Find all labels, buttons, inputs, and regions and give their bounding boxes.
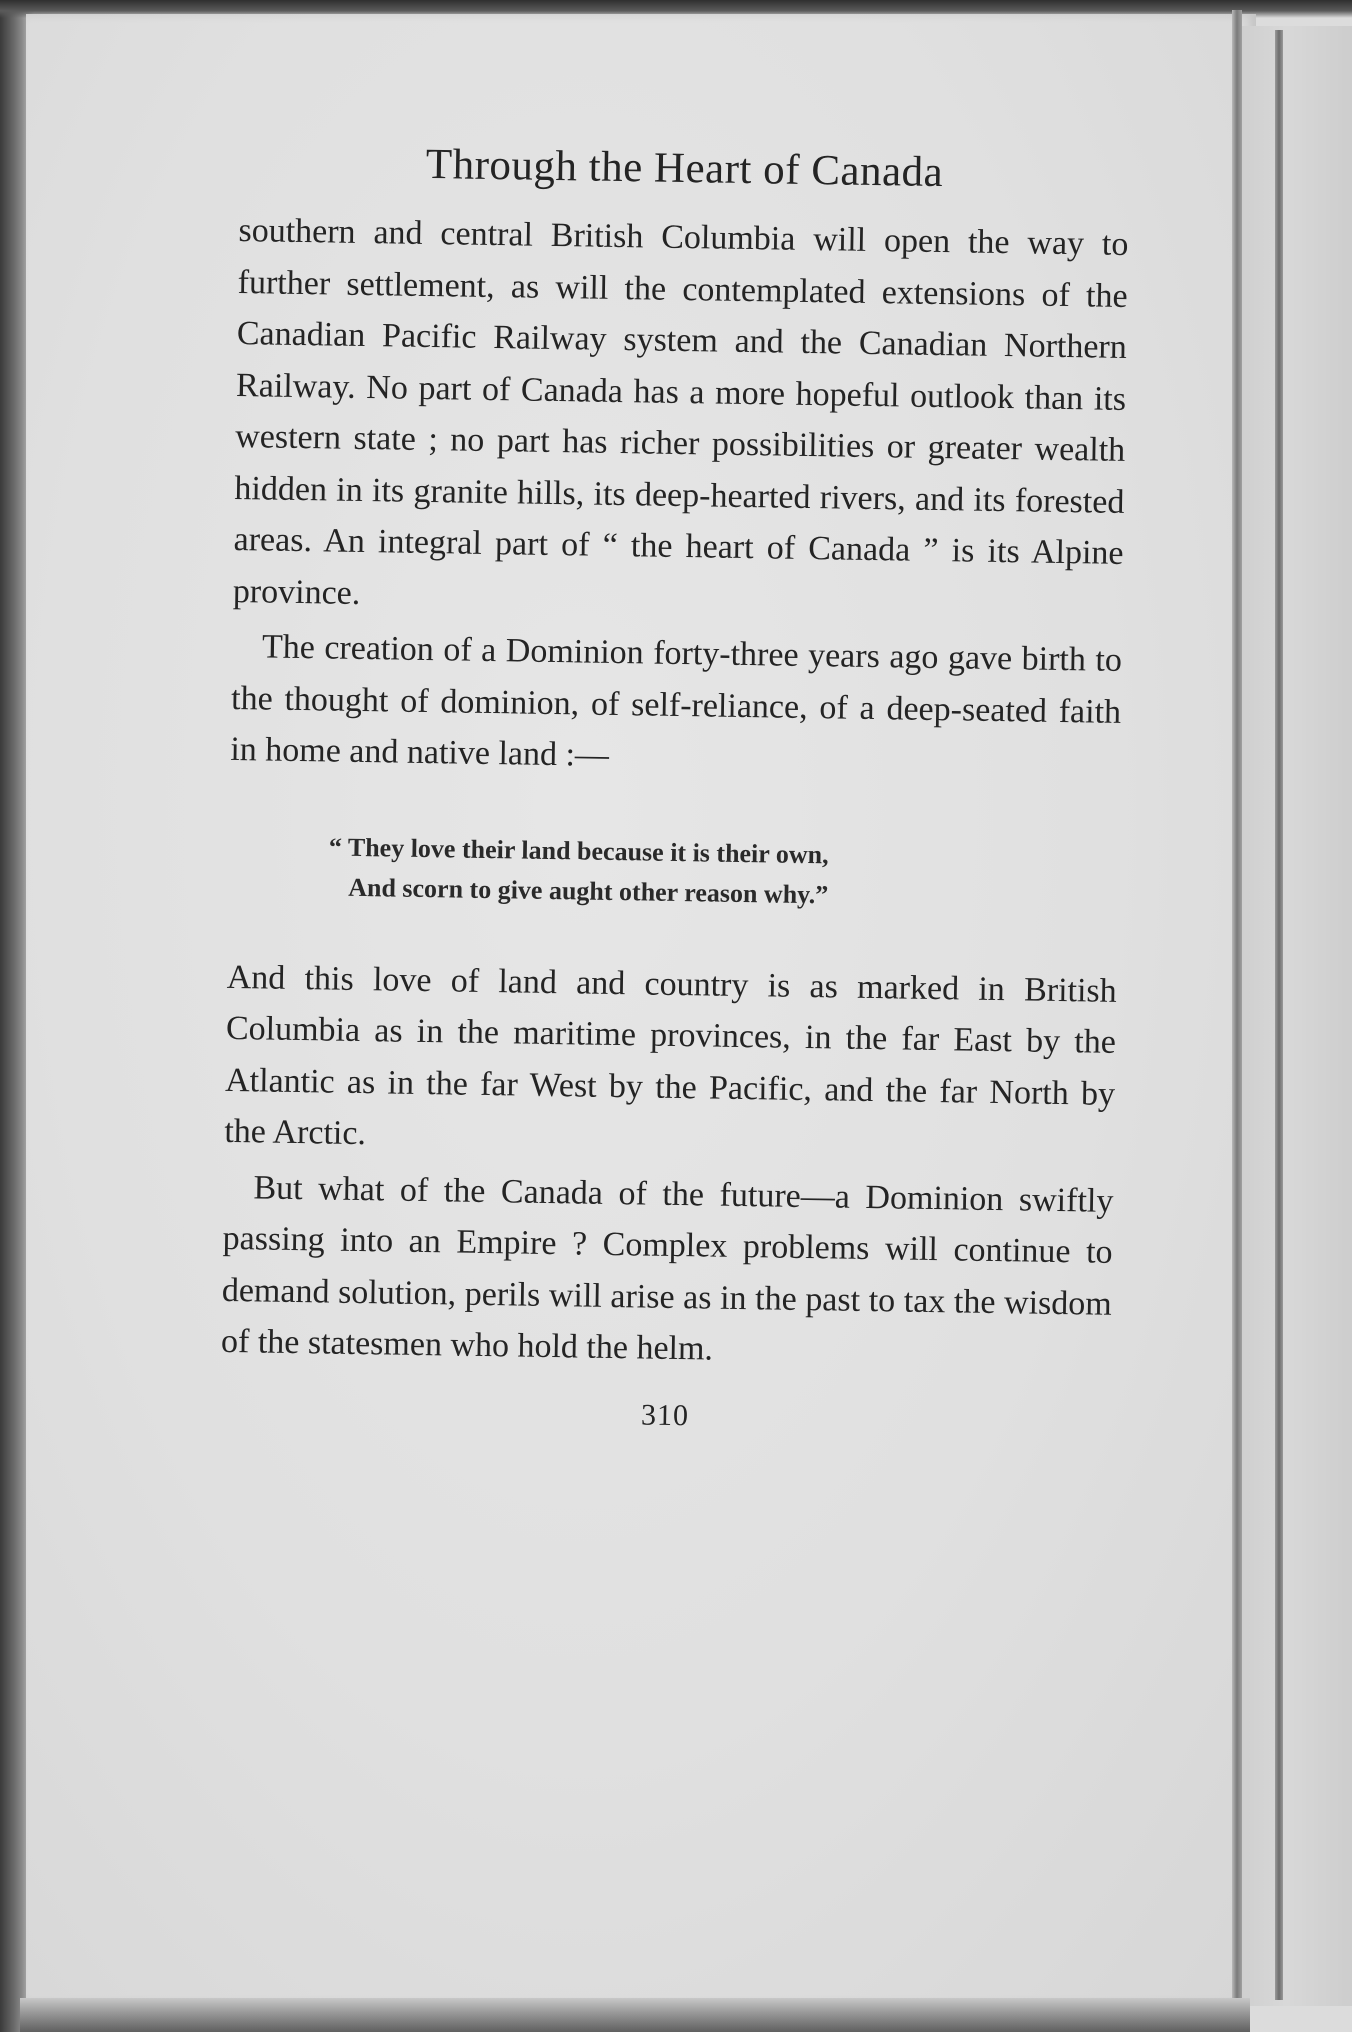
facing-page-fold (1275, 30, 1283, 2000)
paragraph-2: The creation of a Dominion forty-three years ago gave birth to the thought of dominion, of self-reliance, of a deep-seated faith in home and native land :— (230, 628, 1123, 774)
running-head: Through the Heart of Canada (425, 140, 944, 197)
page-number: 310 (640, 1397, 690, 1432)
paragraph-4: But what of the Canada of the future—a Dominion swiftly passing into an Empire ? Complex problems will continue to demand solution, perils will arise as in the past to tax the wisdom of the statesmen who hold the helm. (220, 1168, 1114, 1368)
page-content (220, 133, 1130, 1439)
paragraph-1: southern and central British Columbia will open the way to further settlement, as will the contemplated extensions of the Canadian Pacific Railway system and the Canadian Northern Railway. No part of Canada has a more hopeful outlook than its western state ; no part has richer possibilities or greater wealth hidden in its granite hills, its deep-hearted rivers, and its forested areas. An integral part of “ the heart of Canada ” is its Alpine province. (232, 212, 1129, 612)
facing-page-edge (1242, 26, 1352, 2006)
page-gutter (1232, 10, 1242, 2000)
bottom-page-edge (20, 1998, 1250, 2032)
paragraph-3: And this love of land and country is as marked in British Columbia as in the maritime provinces, in the far East by the Atlantic as in the far West by the Pacific, and the far North by the Arctic. (224, 958, 1117, 1153)
block-quotation (328, 827, 1119, 919)
quotation-line-2: And scorn to give aught other reason why.” (348, 872, 829, 909)
quotation-line-1: “ They love their land because it is their own, (328, 831, 829, 869)
